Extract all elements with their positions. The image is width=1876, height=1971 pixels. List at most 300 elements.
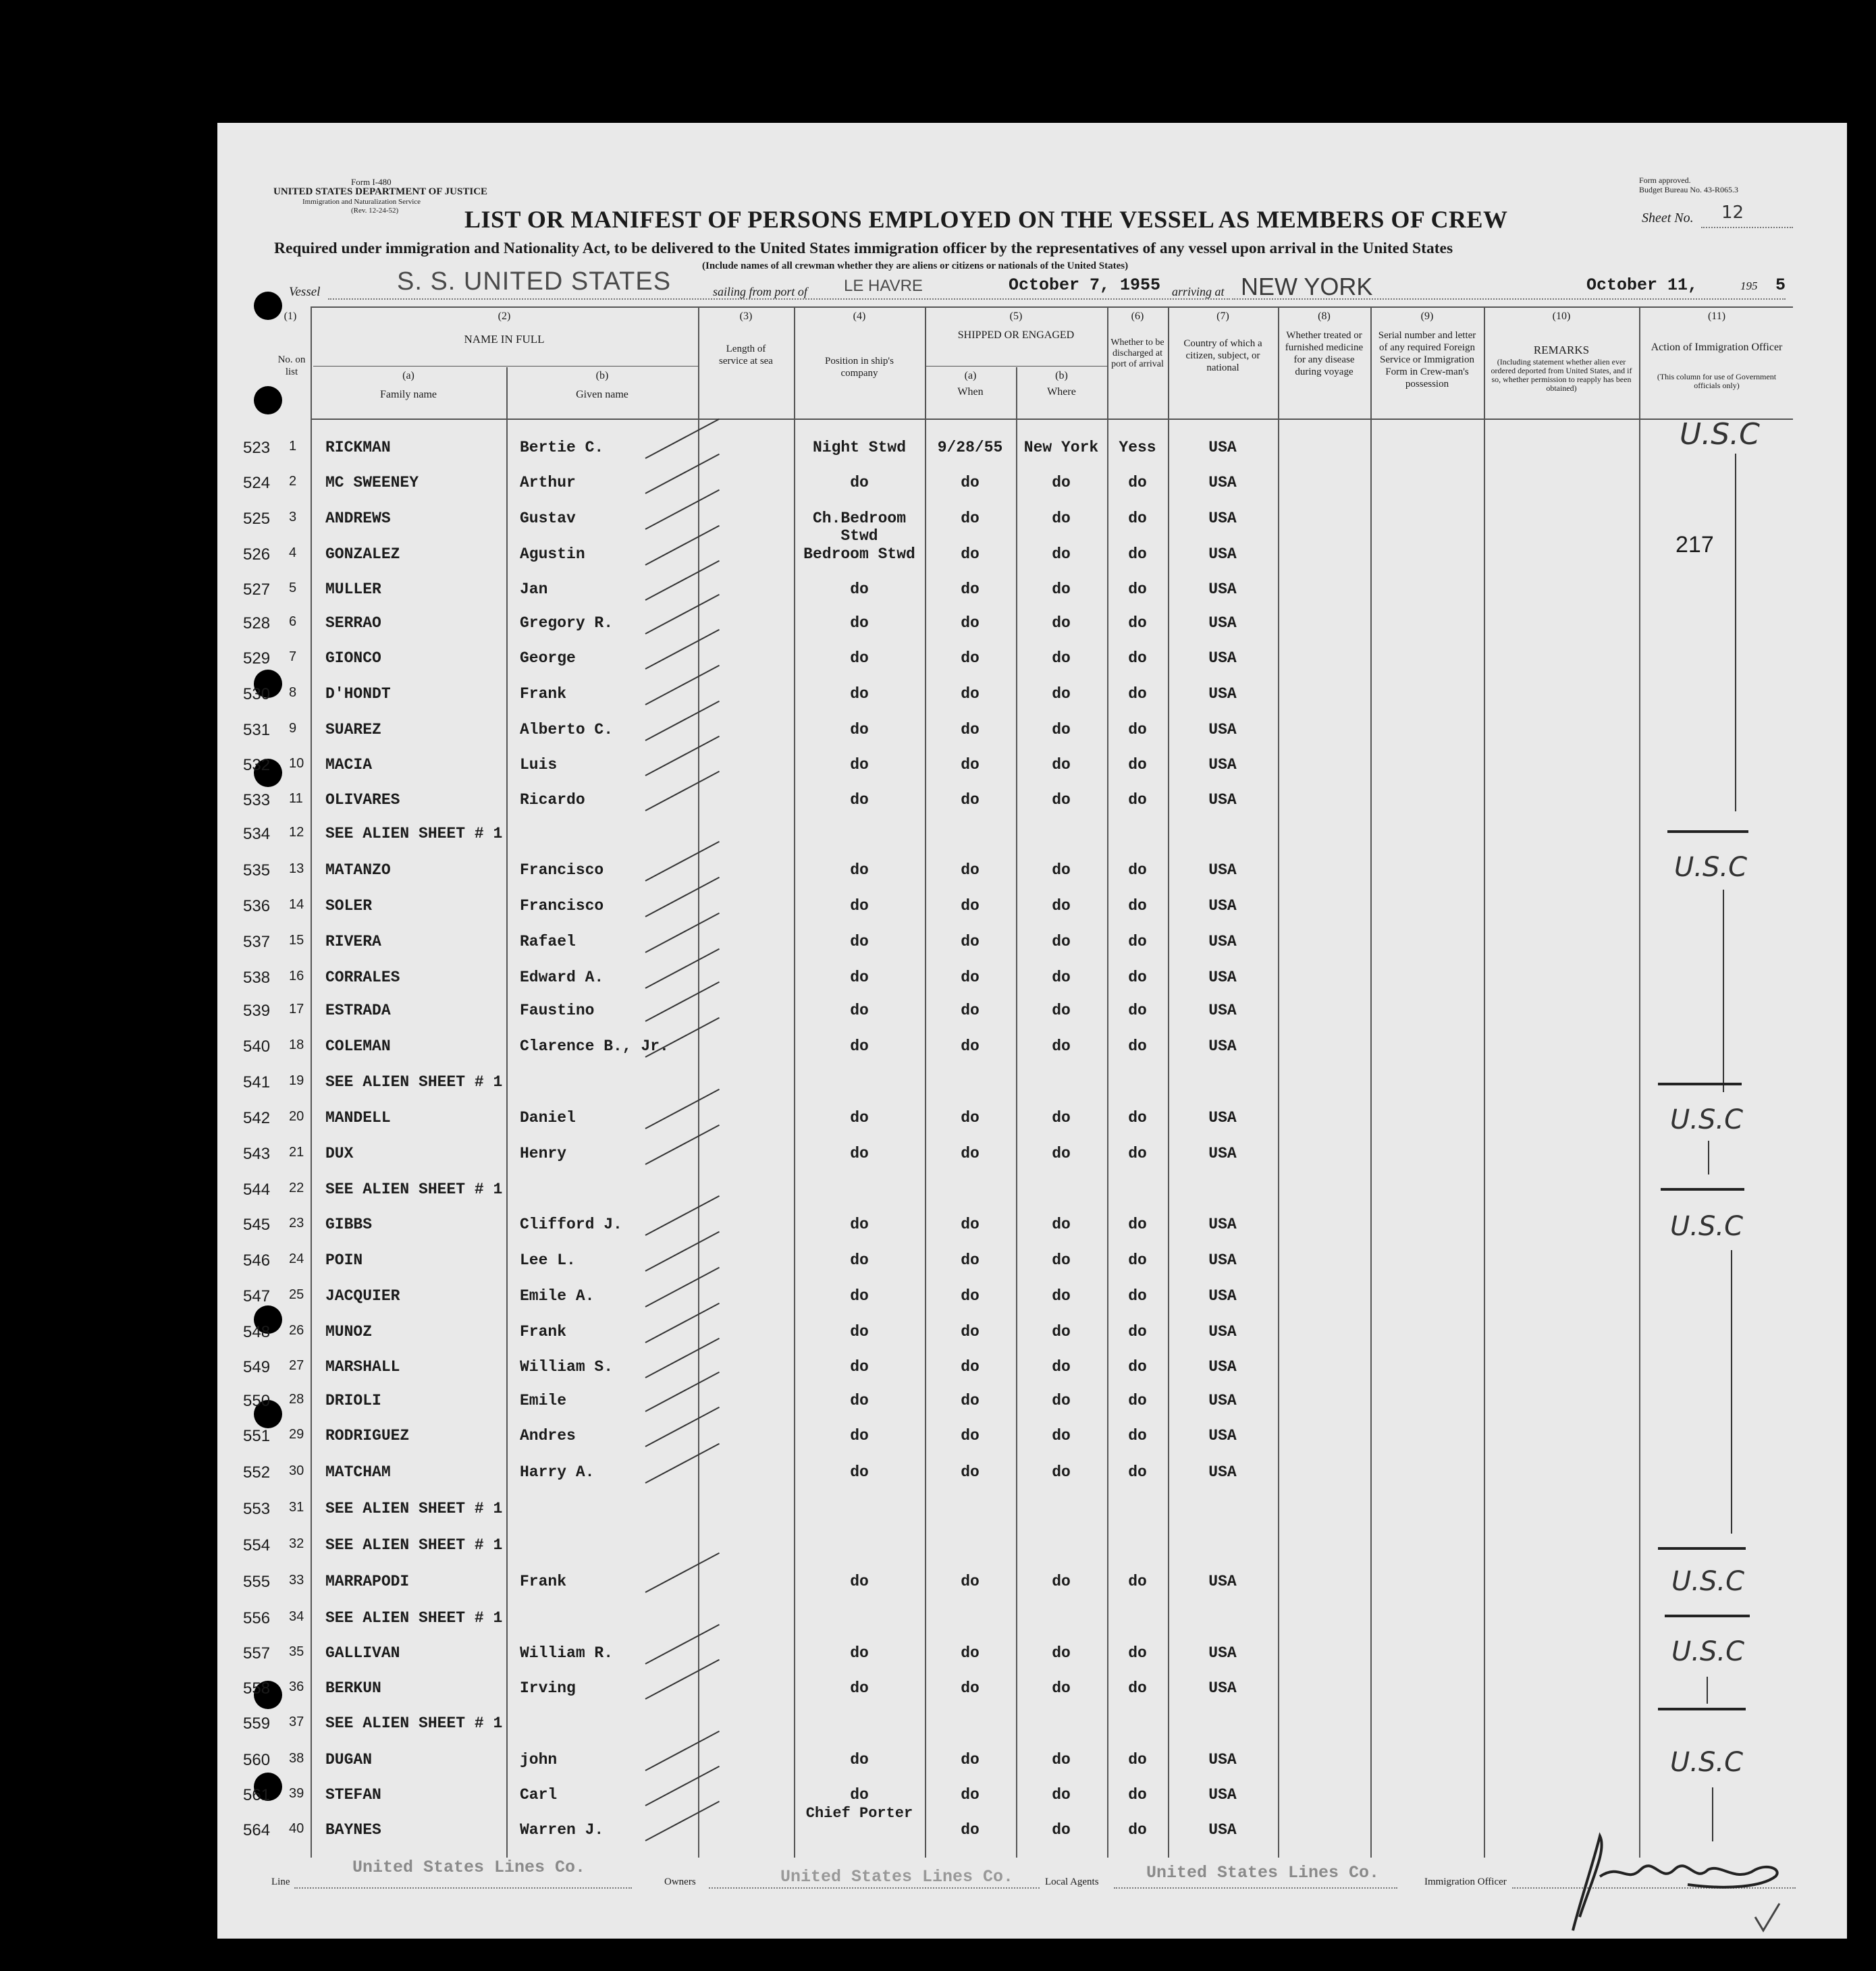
given-name: Gregory R.	[520, 614, 614, 632]
given-name: Frank	[520, 1323, 567, 1341]
crew-number: 536	[243, 897, 271, 915]
page-title: LIST OR MANIFEST OF PERSONS EMPLOYED ON THE VESSEL AS MEMBERS OF CREW	[464, 206, 1508, 233]
shipped-when: do	[961, 861, 980, 879]
shipped-when: do	[961, 474, 980, 491]
discharge: do	[1128, 1109, 1147, 1127]
discharge: do	[1128, 721, 1147, 738]
family-name: MANDELL	[325, 1109, 391, 1127]
col-2b-number: (b)	[595, 370, 609, 381]
discharge: do	[1128, 1392, 1147, 1409]
shipped-where: do	[1052, 1358, 1071, 1376]
shipped-when: do	[961, 614, 980, 632]
line-number: 16	[289, 969, 304, 983]
line-number: 14	[289, 897, 304, 912]
country: USA	[1208, 756, 1237, 774]
col-5a-number: (a)	[964, 370, 977, 381]
usc-annotation: U.S.C	[1674, 852, 1748, 883]
shipped-where: do	[1052, 791, 1071, 809]
given-name: Rafael	[520, 933, 576, 950]
shipped-where: do	[1052, 1786, 1071, 1804]
position: do	[850, 1216, 869, 1233]
line-number: 13	[289, 861, 304, 876]
country: USA	[1208, 1002, 1237, 1019]
country: USA	[1208, 1427, 1237, 1444]
crew-number: 539	[243, 1002, 271, 1020]
position: do	[850, 1002, 869, 1019]
agents-label: Local Agents	[1045, 1877, 1099, 1887]
col-7-number: (7)	[1216, 310, 1229, 322]
sheet-label: Sheet No.	[1642, 211, 1694, 225]
col-family-name: Family name	[380, 389, 437, 400]
vessel-label: Vessel	[289, 285, 321, 299]
family-name: DRIOLI	[325, 1392, 381, 1409]
shipped-where: do	[1052, 1109, 1071, 1127]
line-number: 7	[289, 649, 297, 664]
crew-number: 543	[243, 1145, 271, 1163]
crew-number: 547	[243, 1287, 271, 1305]
shipped-when: do	[961, 1216, 980, 1233]
crew-number: 531	[243, 721, 271, 739]
discharge: do	[1128, 897, 1147, 915]
line-number: 27	[289, 1358, 304, 1373]
position: do	[850, 861, 869, 879]
crew-number: 551	[243, 1427, 271, 1445]
line-label: Line	[271, 1877, 290, 1887]
discharge: Yess	[1119, 439, 1156, 456]
col-6-number: (6)	[1131, 310, 1144, 322]
line-number: 4	[289, 545, 297, 560]
col-length-of-service: Length of service at sea	[719, 344, 773, 367]
shipped-where: do	[1052, 649, 1071, 667]
family-name: BAYNES	[325, 1821, 381, 1839]
crew-number: 535	[243, 861, 271, 880]
col-8-number: (8)	[1318, 310, 1331, 322]
family-name: SEE ALIEN SHEET # 1	[325, 1073, 503, 1091]
crew-number: 524	[243, 474, 271, 492]
arrival-date: October 11,	[1586, 275, 1698, 295]
col-position: Position in ship's company	[825, 356, 894, 379]
country: USA	[1208, 1145, 1237, 1162]
family-name: MATCHAM	[325, 1463, 391, 1481]
officer-label: Immigration Officer	[1424, 1877, 1507, 1887]
country: USA	[1208, 1037, 1237, 1055]
usc-annotation: U.S.C	[1670, 1211, 1744, 1242]
country: USA	[1208, 1821, 1237, 1839]
shipped-where: do	[1052, 1002, 1071, 1019]
country: USA	[1208, 614, 1237, 632]
shipped-where: do	[1052, 1323, 1071, 1341]
shipped-where: do	[1052, 474, 1071, 491]
crew-number: 559	[243, 1714, 271, 1733]
crew-number: 555	[243, 1573, 271, 1591]
service-name: Immigration and Naturalization Service	[302, 198, 421, 206]
family-name: JACQUIER	[325, 1287, 400, 1305]
sailing-label: sailing from port of	[713, 285, 807, 298]
line-number: 10	[289, 756, 304, 771]
country: USA	[1208, 1216, 1237, 1233]
shipped-when: do	[961, 791, 980, 809]
shipped-when: do	[961, 969, 980, 986]
given-name: Jan	[520, 580, 548, 598]
family-name: GALLIVAN	[325, 1644, 400, 1662]
line-number: 38	[289, 1751, 304, 1766]
line-number: 19	[289, 1073, 304, 1088]
discharge: do	[1128, 1644, 1147, 1662]
position: do	[850, 474, 869, 491]
usc-annotation: U.S.C	[1670, 1747, 1744, 1778]
country: USA	[1208, 1463, 1237, 1481]
given-name: Lee L.	[520, 1251, 576, 1269]
col-given-name: Given name	[576, 389, 628, 400]
usc-annotation: U.S.C	[1671, 1566, 1745, 1597]
position: do	[850, 969, 869, 986]
given-name: Andres	[520, 1427, 576, 1444]
country: USA	[1208, 1251, 1237, 1269]
note: (Include names of all crewman whether they are aliens or citizens or nationals of the United States)	[702, 261, 1129, 271]
usc-annotation: U.S.C	[1680, 417, 1760, 452]
position: Bedroom Stwd	[803, 545, 915, 563]
crew-number: 564	[243, 1821, 271, 1839]
budget-bureau: Budget Bureau No. 43-R065.3	[1639, 185, 1738, 194]
given-name: Clifford J.	[520, 1216, 622, 1233]
crew-number: 546	[243, 1251, 271, 1270]
line-number: 30	[289, 1463, 304, 1478]
usc-annotation: U.S.C	[1671, 1636, 1745, 1667]
position: do	[850, 685, 869, 703]
family-name: SEE ALIEN SHEET # 1	[325, 1536, 503, 1554]
family-name: RICKMAN	[325, 439, 391, 456]
col-2-number: (2)	[498, 310, 511, 322]
agents-company: United States Lines Co.	[1146, 1863, 1380, 1883]
shipped-where: do	[1052, 1821, 1071, 1839]
shipped-when: do	[961, 510, 980, 527]
col-1-number: (1)	[284, 310, 297, 322]
family-name: MATANZO	[325, 861, 391, 879]
shipped-where: do	[1052, 580, 1071, 598]
shipped-where: do	[1052, 545, 1071, 563]
shipped-where: do	[1052, 1751, 1071, 1769]
line-number: 5	[289, 580, 297, 595]
discharge: do	[1128, 545, 1147, 563]
col-serial-number: Serial number and letter of any required Foreign Service or Immigration Form in Crew-man's possession	[1378, 330, 1476, 389]
crew-number: 540	[243, 1037, 271, 1056]
col-action-note: (This column for use of Government officials only)	[1657, 372, 1777, 390]
shipped-when: do	[961, 933, 980, 950]
shipped-where: do	[1052, 1145, 1071, 1162]
col-5b-number: (b)	[1055, 370, 1068, 381]
shipped-where: do	[1052, 1679, 1071, 1697]
position: do	[850, 791, 869, 809]
family-name: SEE ALIEN SHEET # 1	[325, 1181, 503, 1198]
family-name: MULLER	[325, 580, 381, 598]
col-remarks-note: (Including statement whether alien ever ordered deported from United States, and if so, whether permission to reapply has been obtained)	[1491, 357, 1632, 393]
shipped-when: do	[961, 1323, 980, 1341]
subtitle: Required under immigration and Nationality Act, to be delivered to the United States immigration officer by the representatives of any vessel upon arrival in the United States	[274, 240, 1453, 257]
usc-annotation: U.S.C	[1670, 1104, 1744, 1135]
position: do	[850, 1463, 869, 1481]
discharge: do	[1128, 1786, 1147, 1804]
shipped-when: do	[961, 1002, 980, 1019]
col-remarks: REMARKS	[1533, 344, 1590, 356]
given-name: Henry	[520, 1145, 567, 1162]
line-number: 12	[289, 825, 304, 840]
shipped-where: do	[1052, 685, 1071, 703]
family-name: CORRALES	[325, 969, 400, 986]
family-name: MACIA	[325, 756, 373, 774]
line-number: 6	[289, 614, 297, 629]
crew-number: 544	[243, 1181, 271, 1199]
line-number: 33	[289, 1573, 304, 1588]
col-medicine: Whether treated or furnished medicine for any disease during voyage	[1285, 330, 1364, 377]
crew-number: 548	[243, 1323, 271, 1341]
country: USA	[1208, 897, 1237, 915]
line-number: 40	[289, 1821, 304, 1836]
country: USA	[1208, 1287, 1237, 1305]
country: USA	[1208, 791, 1237, 809]
country: USA	[1208, 1323, 1237, 1341]
shipped-where: do	[1052, 969, 1071, 986]
shipped-when: do	[961, 1358, 980, 1376]
crew-number: 532	[243, 756, 271, 774]
shipped-when: do	[961, 1145, 980, 1162]
col-country: Country of which a citizen, subject, or national	[1183, 338, 1262, 373]
country: USA	[1208, 510, 1237, 527]
position: Ch.Bedroom Stwd	[812, 510, 907, 545]
sheet-number: 12	[1721, 202, 1744, 223]
year-prefix: 195	[1740, 279, 1758, 292]
family-name: RODRIGUEZ	[325, 1427, 410, 1444]
position: do	[850, 1573, 869, 1590]
crew-number: 554	[243, 1536, 271, 1555]
shipped-where: do	[1052, 1463, 1071, 1481]
crew-number: 561	[243, 1786, 271, 1804]
family-name: DUX	[325, 1145, 354, 1162]
discharge: do	[1128, 1287, 1147, 1305]
crew-number: 552	[243, 1463, 271, 1482]
line-number: 28	[289, 1392, 304, 1407]
position: do	[850, 1323, 869, 1341]
family-name: COLEMAN	[325, 1037, 391, 1055]
line-number: 39	[289, 1786, 304, 1801]
family-name: SERRAO	[325, 614, 381, 632]
family-name: SEE ALIEN SHEET # 1	[325, 1714, 503, 1732]
country: USA	[1208, 545, 1237, 563]
position: Chief Porter	[805, 1805, 913, 1822]
country: USA	[1208, 933, 1237, 950]
position: do	[850, 1287, 869, 1305]
position: do	[850, 1679, 869, 1697]
shipped-when: do	[961, 1644, 980, 1662]
given-name: Frank	[520, 1573, 567, 1590]
year-digit: 5	[1775, 275, 1786, 295]
shipped-where: New York	[1023, 439, 1099, 456]
shipped-when: do	[961, 1109, 980, 1127]
owners-label: Owners	[664, 1877, 696, 1887]
crew-number: 549	[243, 1358, 271, 1376]
discharge: do	[1128, 1679, 1147, 1697]
crew-number: 553	[243, 1500, 271, 1518]
line-number: 11	[289, 791, 303, 806]
discharge: do	[1128, 649, 1147, 667]
discharge: do	[1128, 1821, 1147, 1839]
position: do	[850, 721, 869, 738]
col-9-number: (9)	[1420, 310, 1434, 322]
count-annotation: 217	[1676, 532, 1714, 558]
discharge: do	[1128, 1751, 1147, 1769]
position: do	[850, 1427, 869, 1444]
port-of-departure: LE HAVRE	[844, 277, 923, 295]
position: do	[850, 897, 869, 915]
position: do	[850, 580, 869, 598]
country: USA	[1208, 1392, 1237, 1409]
family-name: SEE ALIEN SHEET # 1	[325, 825, 503, 842]
country: USA	[1208, 721, 1237, 738]
shipped-when: do	[961, 1392, 980, 1409]
line-number: 8	[289, 685, 297, 700]
given-name: Francisco	[520, 861, 604, 879]
discharge: do	[1128, 1037, 1147, 1055]
line-number: 20	[289, 1109, 304, 1124]
shipped-when: do	[961, 685, 980, 703]
discharge: do	[1128, 1573, 1147, 1590]
punch-hole	[254, 386, 282, 414]
line-number: 29	[289, 1427, 304, 1442]
shipped-where: do	[1052, 897, 1071, 915]
crew-number: 533	[243, 791, 271, 809]
position: do	[850, 1392, 869, 1409]
line-number: 31	[289, 1500, 304, 1515]
discharge: do	[1128, 1463, 1147, 1481]
given-name: Alberto C.	[520, 721, 614, 738]
owners-company: United States Lines Co.	[780, 1867, 1014, 1887]
shipped-when: do	[961, 1037, 980, 1055]
family-name: MUNOZ	[325, 1323, 373, 1341]
family-name: ANDREWS	[325, 510, 391, 527]
position: do	[850, 1644, 869, 1662]
shipped-when: 9/28/55	[937, 439, 1003, 456]
col-2a-number: (a)	[402, 370, 414, 381]
country: USA	[1208, 1751, 1237, 1769]
country: USA	[1208, 1573, 1237, 1590]
given-name: William R.	[520, 1644, 614, 1662]
crew-number: 529	[243, 649, 271, 668]
given-name: Agustin	[520, 545, 585, 563]
col-when: When	[957, 386, 984, 398]
crew-number: 558	[243, 1679, 271, 1698]
family-name: MC SWEENEY	[325, 474, 419, 491]
crew-number: 560	[243, 1751, 271, 1769]
shipped-when: do	[961, 1751, 980, 1769]
family-name: GIBBS	[325, 1216, 373, 1233]
discharge: do	[1128, 1427, 1147, 1444]
shipped-where: do	[1052, 510, 1071, 527]
line-number: 15	[289, 933, 304, 948]
country: USA	[1208, 1644, 1237, 1662]
discharge: do	[1128, 933, 1147, 950]
given-name: William S.	[520, 1358, 614, 1376]
discharge: do	[1128, 861, 1147, 879]
discharge: do	[1128, 685, 1147, 703]
discharge: do	[1128, 1358, 1147, 1376]
given-name: Harry A.	[520, 1463, 595, 1481]
discharge: do	[1128, 474, 1147, 491]
position: do	[850, 933, 869, 950]
col-action-officer: Action of Immigration Officer	[1651, 342, 1783, 353]
country: USA	[1208, 969, 1237, 986]
family-name: OLIVARES	[325, 791, 400, 809]
given-name: Bertie C.	[520, 439, 604, 456]
shipped-where: do	[1052, 1427, 1071, 1444]
crew-number: 550	[243, 1392, 271, 1410]
crew-number: 527	[243, 580, 271, 599]
family-name: D'HONDT	[325, 685, 391, 703]
col-where: Where	[1047, 386, 1076, 398]
family-name: POIN	[325, 1251, 363, 1269]
crew-number: 525	[243, 510, 271, 528]
family-name: SEE ALIEN SHEET # 1	[325, 1609, 503, 1627]
family-name: RIVERA	[325, 933, 381, 950]
crew-number: 523	[243, 439, 271, 457]
shipped-when: do	[961, 649, 980, 667]
family-name: ESTRADA	[325, 1002, 391, 1019]
line-number: 1	[289, 439, 297, 454]
line-number: 3	[289, 510, 297, 524]
position: do	[850, 1037, 869, 1055]
shipped-where: do	[1052, 1644, 1071, 1662]
col-4-number: (4)	[853, 310, 866, 322]
position: do	[850, 1358, 869, 1376]
shipped-where: do	[1052, 1573, 1071, 1590]
family-name: MARRAPODI	[325, 1573, 410, 1590]
country: USA	[1208, 1109, 1237, 1127]
shipped-where: do	[1052, 756, 1071, 774]
family-name: GONZALEZ	[325, 545, 400, 563]
crew-number: 530	[243, 685, 271, 703]
col-name-in-full: NAME IN FULL	[464, 333, 545, 346]
vessel-name: S. S. UNITED STATES	[397, 267, 672, 296]
shipped-when: do	[961, 545, 980, 563]
col-3-number: (3)	[739, 310, 753, 322]
arriving-label: arriving at	[1172, 285, 1225, 298]
position: do	[850, 1751, 869, 1769]
line-number: 18	[289, 1037, 304, 1052]
line-number: 17	[289, 1002, 304, 1017]
line-number: 22	[289, 1181, 304, 1195]
position: do	[850, 614, 869, 632]
shipped-where: do	[1052, 614, 1071, 632]
given-name: Warren J.	[520, 1821, 604, 1839]
crew-number: 541	[243, 1073, 271, 1091]
line-number: 35	[289, 1644, 304, 1659]
discharge: do	[1128, 1002, 1147, 1019]
country: USA	[1208, 685, 1237, 703]
given-name: Irving	[520, 1679, 576, 1697]
department-name: UNITED STATES DEPARTMENT OF JUSTICE	[273, 186, 488, 197]
col-5-number: (5)	[1009, 310, 1023, 322]
arrival-port: NEW YORK	[1241, 273, 1373, 300]
shipped-when: do	[961, 756, 980, 774]
discharge: do	[1128, 969, 1147, 986]
line-number: 2	[289, 474, 297, 489]
crew-number: 556	[243, 1609, 271, 1627]
given-name: Edward A.	[520, 969, 604, 986]
line-number: 36	[289, 1679, 304, 1694]
shipped-when: do	[961, 1287, 980, 1305]
form-number: Form I-480	[351, 177, 392, 187]
shipped-when: do	[961, 721, 980, 738]
country: USA	[1208, 861, 1237, 879]
shipped-when: do	[961, 1786, 980, 1804]
